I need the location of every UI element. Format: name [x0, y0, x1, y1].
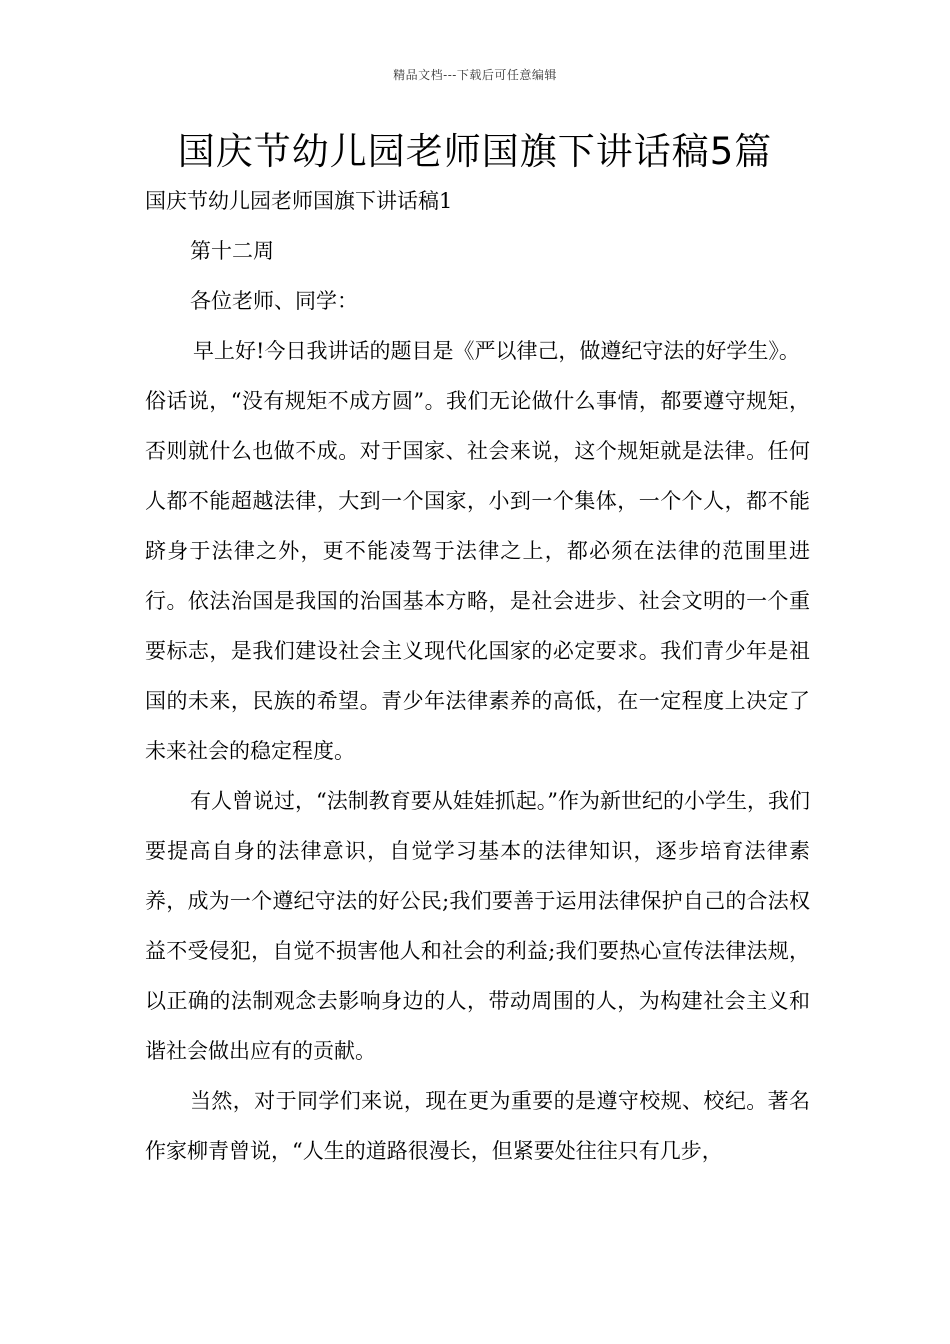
- greeting: 各位老师、同学：: [190, 289, 358, 313]
- paragraph-school-rules: 当然，对于同学们来说，现在更为重要的是遵守校规、校纪。著名作家柳青曾说，“人生的道路很漫长，但紧要处往往只有几步，: [145, 1089, 810, 1163]
- speech-subtitle: 国庆节幼儿园老师国旗下讲话稿1: [145, 189, 453, 213]
- paragraph-legal-education: 有人曾说过，“法制教育要从娃娃抓起。”作为新世纪的小学生，我们要提高自身的法律意识，自觉学习基本的法律知识，逐步培育法律素养，成为一个遵纪守法的好公民;我们要善于运用法律保护自己的合法权益不受侵犯，自觉不损害他人和社会的利益;我们要热心宣传法律法规，以正确的法制观念去影响身边的人，带动周围的人，为构建社会主义和谐社会做出应有的贡献。: [145, 789, 810, 1063]
- header-note: 精品文档---下载后可任意编辑: [393, 68, 557, 82]
- document-title: 国庆节幼儿园老师国旗下讲话稿5篇: [177, 130, 773, 173]
- paragraph-intro: 早上好!今日我讲话的题目是《严以律己，做遵纪守法的好学生》。: [193, 339, 800, 363]
- paragraph-rules: 俗话说，“没有规矩不成方圆”。我们无论做什么事情，都要遵守规矩，否则就什么也做不成。对于国家、社会来说，这个规矩就是法律。任何人都不能超越法律，大到一个国家，小到一个集体，一个个人，都不能跻身于法律之外，更不能凌驾于法律之上，都必须在法律的范围里进行。依法治国是我国的治国基本方略，是社会进步、社会文明的一个重要标志，是我们建设社会主义现代化国家的必定要求。我们青少年是祖国的未来，民族的希望。青少年法律素养的高低，在一定程度上决定了未来社会的稳定程度。: [145, 389, 810, 763]
- week-label: 第十二周: [190, 239, 274, 263]
- speech-body: [145, 326, 810, 1176]
